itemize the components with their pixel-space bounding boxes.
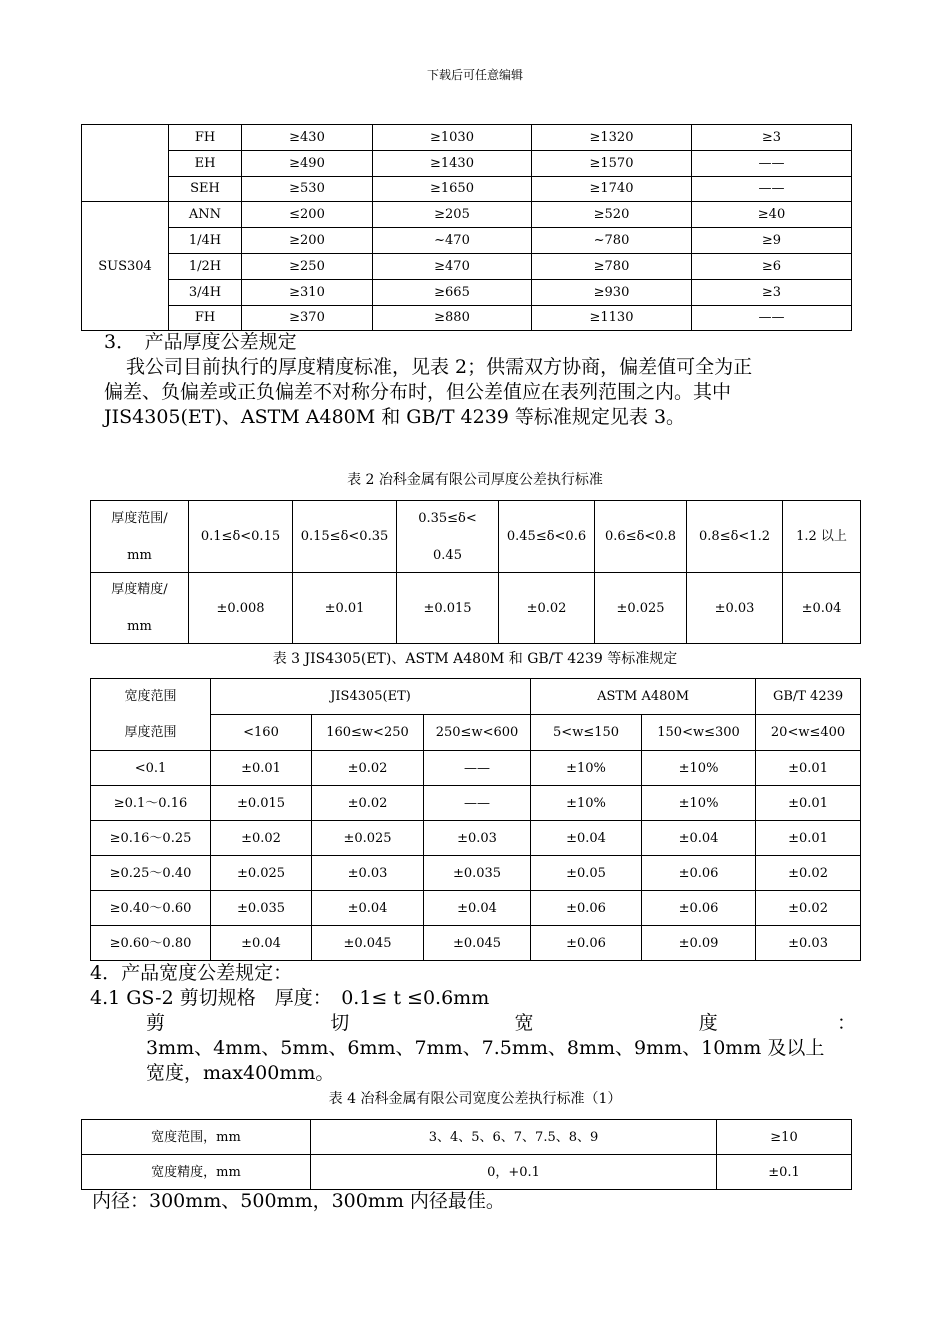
range-cell: 0.6≤δ<0.8 — [595, 501, 687, 573]
table2-row1-label — [91, 501, 189, 573]
table1-cell: ~470 — [373, 228, 532, 254]
std-gb: GB/T 4239 — [756, 679, 861, 715]
table1-cell: ≥3 — [692, 279, 852, 305]
table1-cell: ≥530 — [242, 176, 373, 202]
table3-cell: ±0.04 — [424, 891, 531, 926]
table3-cell: ≥0.25～0.40 — [91, 856, 211, 891]
table3-cell: ±0.05 — [531, 856, 642, 891]
table3-cell: ±0.02 — [756, 856, 861, 891]
table3-cell: ±0.025 — [312, 821, 424, 856]
table1-cell: 1/2H — [169, 253, 242, 279]
table1-cell: ~780 — [532, 228, 692, 254]
table1-row — [82, 125, 852, 151]
material-cell — [82, 125, 169, 202]
table3-cell: ±0.04 — [211, 926, 312, 961]
table3-cell: ±0.06 — [642, 856, 756, 891]
corner-top: 宽度范围 — [91, 679, 211, 715]
table4-cell: 0，+0.1 — [311, 1155, 717, 1190]
table4-cell: 宽度范围，mm — [82, 1120, 311, 1155]
standards-table — [90, 678, 861, 961]
section3-para-line3: JIS4305(ET)、ASTM A480M 和 GB/T 4239 等标准规定见表 3。 — [104, 406, 686, 428]
table1-cell: ≥1030 — [373, 125, 532, 151]
table3-cell: ±0.02 — [211, 821, 312, 856]
table3-cell: ±0.02 — [312, 786, 424, 821]
table3-cell: ±0.01 — [756, 821, 861, 856]
table1-cell: ≥1650 — [373, 176, 532, 202]
table2-caption: 表 2 冶科金属有限公司厚度公差执行标准 — [347, 472, 603, 488]
section4-line2: 剪 切 宽 度 ： — [146, 1012, 856, 1034]
table3-cell: ±0.045 — [312, 926, 424, 961]
table3-cell: ±0.09 — [642, 926, 756, 961]
table1-cell: ≥1130 — [532, 305, 692, 331]
range-part: 0.35≤δ< — [418, 510, 477, 526]
tolerance-cell: ±0.01 — [293, 573, 397, 644]
section3-para-line1: 我公司目前执行的厚度精度标准，见表 2；供需双方协商，偏差值可全为正 — [126, 356, 753, 378]
table3-cell: ±10% — [531, 786, 642, 821]
table3-caption: 表 3 JIS4305(ET)、ASTM A480M 和 GB/T 4239 等标准规定 — [272, 651, 678, 667]
table1-row — [82, 228, 852, 254]
table1-cell: —— — [692, 150, 852, 176]
range-cell: 0.1≤δ<0.15 — [189, 501, 293, 573]
table3-cell: ±0.03 — [424, 821, 531, 856]
inner-diameter-line: 内径：300mm、500mm，300mm 内径最佳。 — [92, 1190, 505, 1212]
table3-cell: ±0.06 — [642, 891, 756, 926]
table1-cell: 3/4H — [169, 279, 242, 305]
table1-cell: 1/4H — [169, 228, 242, 254]
table3-cell: ±0.015 — [211, 786, 312, 821]
table1-row — [82, 253, 852, 279]
range-cell: 0.8≤δ<1.2 — [687, 501, 783, 573]
table1-cell: ≥9 — [692, 228, 852, 254]
table3-cell: ±0.04 — [312, 891, 424, 926]
table4-cell: ±0.1 — [717, 1155, 852, 1190]
table1-cell: FH — [169, 125, 242, 151]
table1-cell: ≥205 — [373, 202, 532, 228]
table3-cell: ±0.06 — [531, 926, 642, 961]
table1-cell: ≥930 — [532, 279, 692, 305]
table3-cell: ≥0.16～0.25 — [91, 821, 211, 856]
tolerance-cell: ±0.02 — [499, 573, 595, 644]
table1-cell: ≥200 — [242, 228, 373, 254]
table3-cell: ±10% — [531, 751, 642, 786]
label-part: 厚度精度/ — [111, 582, 168, 597]
label-part: 厚度范围/ — [111, 510, 168, 526]
label-part: mm — [127, 619, 152, 634]
table3-cell: ±0.035 — [211, 891, 312, 926]
table3-cell: ±10% — [642, 786, 756, 821]
table1-cell: ≥1430 — [373, 150, 532, 176]
page-header: 下载后可任意编辑 — [426, 68, 523, 82]
tolerance-cell: ±0.04 — [783, 573, 861, 644]
section3-para-line2: 偏差、负偏差或正负偏差不对称分布时，但公差值应在表列范围之内。其中 — [104, 381, 732, 403]
table3-cell: ±10% — [642, 751, 756, 786]
table3-cell: ±0.025 — [211, 856, 312, 891]
table3-cell: ±0.01 — [211, 751, 312, 786]
table1-row — [82, 176, 852, 202]
table1-cell: ≥665 — [373, 279, 532, 305]
range-cell: 0.15≤δ<0.35 — [293, 501, 397, 573]
width-tolerance-table — [81, 1119, 852, 1190]
width-cell: 160≤w<250 — [312, 715, 424, 751]
table4-cell: 宽度精度，mm — [82, 1155, 311, 1190]
section4-line3: 3mm、4mm、5mm、6mm、7mm、7.5mm、8mm、9mm、10mm 及以上 — [146, 1037, 825, 1059]
table1-cell: ≥6 — [692, 253, 852, 279]
table3-cell: ±0.03 — [756, 926, 861, 961]
table1-cell: —— — [692, 305, 852, 331]
property-table — [81, 124, 852, 331]
table3-cell: <0.1 — [91, 751, 211, 786]
table3-row — [91, 926, 861, 961]
width-cell: <160 — [211, 715, 312, 751]
tolerance-cell: ±0.008 — [189, 573, 293, 644]
table1-row — [82, 150, 852, 176]
table1-cell: ≥1740 — [532, 176, 692, 202]
table3-cell: ±0.01 — [756, 751, 861, 786]
table3-cell: ±0.045 — [424, 926, 531, 961]
table1-cell: ≥40 — [692, 202, 852, 228]
table3-cell: —— — [424, 751, 531, 786]
table4-cell: 3、4、5、6、7、7.5、8、9 — [311, 1120, 717, 1155]
table1-cell: ≥3 — [692, 125, 852, 151]
range-cell: 0.45≤δ<0.6 — [499, 501, 595, 573]
table1-cell: ≥370 — [242, 305, 373, 331]
section3-heading: 3． 产品厚度公差规定 — [104, 331, 297, 353]
section4-heading: 4．产品宽度公差规定： — [90, 962, 293, 984]
table3-cell: ±0.01 — [756, 786, 861, 821]
table1-cell: ≥780 — [532, 253, 692, 279]
table3-cell: ±0.06 — [531, 891, 642, 926]
table3-cell: ±0.02 — [312, 751, 424, 786]
table1-cell: SEH — [169, 176, 242, 202]
table1-cell: ≥520 — [532, 202, 692, 228]
section4-line4: 宽度，max400mm。 — [146, 1062, 335, 1084]
table3-row — [91, 891, 861, 926]
range-cell: 1.2 以上 — [783, 501, 861, 573]
tolerance-cell: ±0.015 — [397, 573, 499, 644]
thickness-tolerance-table — [90, 500, 861, 644]
table1-cell: ≥490 — [242, 150, 373, 176]
material-cell: SUS304 — [82, 202, 169, 331]
table1-cell: ≥880 — [373, 305, 532, 331]
table3-cell: ±0.02 — [756, 891, 861, 926]
table1-cell: ≥1320 — [532, 125, 692, 151]
table4-caption: 表 4 冶科金属有限公司宽度公差执行标准（1） — [328, 1091, 622, 1107]
range-part: 0.45 — [433, 547, 462, 563]
table4-cell: ≥10 — [717, 1120, 852, 1155]
tolerance-cell: ±0.03 — [687, 573, 783, 644]
table1-cell: ≥310 — [242, 279, 373, 305]
section4-line1: 4.1 GS-2 剪切规格 厚度： 0.1≤ t ≤0.6mm — [90, 987, 490, 1009]
table3-cell: ±0.03 — [312, 856, 424, 891]
table1-cell: EH — [169, 150, 242, 176]
table1-cell: ≥1570 — [532, 150, 692, 176]
table1-cell: FH — [169, 305, 242, 331]
table3-row — [91, 856, 861, 891]
table1-cell: ≥430 — [242, 125, 373, 151]
table1-cell: ANN — [169, 202, 242, 228]
table3-row — [91, 821, 861, 856]
table3-cell: —— — [424, 786, 531, 821]
table3-cell: ≥0.40～0.60 — [91, 891, 211, 926]
table3-cell: ±0.04 — [642, 821, 756, 856]
width-cell: 150<w≤300 — [642, 715, 756, 751]
tolerance-cell: ±0.025 — [595, 573, 687, 644]
table3-row — [91, 786, 861, 821]
table3-cell: ≥0.60～0.80 — [91, 926, 211, 961]
table1-cell: ≥470 — [373, 253, 532, 279]
table3-row — [91, 751, 861, 786]
table2-row2-label — [91, 573, 189, 644]
label-part: mm — [127, 547, 152, 563]
table1-row — [82, 202, 852, 228]
table1-cell: ≤200 — [242, 202, 373, 228]
width-cell: 250≤w<600 — [424, 715, 531, 751]
width-cell: 20<w≤400 — [756, 715, 861, 751]
table1-row — [82, 305, 852, 331]
range-cell — [397, 501, 499, 573]
width-cell: 5<w≤150 — [531, 715, 642, 751]
table1-cell: ≥250 — [242, 253, 373, 279]
table3-cell: ±0.04 — [531, 821, 642, 856]
std-astm: ASTM A480M — [531, 679, 756, 715]
table3-cell: ≥0.1～0.16 — [91, 786, 211, 821]
table1-cell: —— — [692, 176, 852, 202]
corner-bottom: 厚度范围 — [91, 715, 211, 751]
table3-cell: ±0.035 — [424, 856, 531, 891]
std-jis: JIS4305(ET) — [211, 679, 531, 715]
table1-row — [82, 279, 852, 305]
